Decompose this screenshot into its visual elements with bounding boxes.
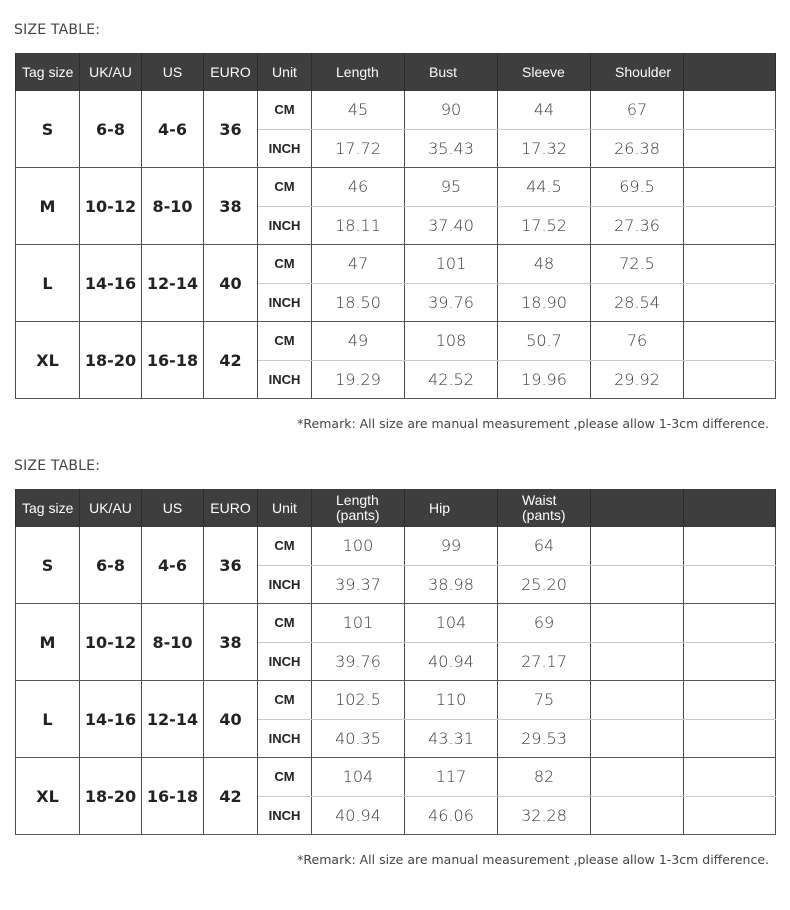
column-header — [684, 53, 776, 91]
euro-cell: 36 — [204, 91, 258, 168]
size-table-title: SIZE TABLE: — [14, 458, 101, 474]
unit-cell: INCH — [258, 283, 312, 322]
measurement-cell — [684, 322, 776, 361]
measurement-cell: 67 — [591, 91, 684, 129]
measurement-cell — [684, 758, 776, 797]
measurement-cell — [591, 527, 684, 565]
measurement-cell: 40.35 — [312, 719, 405, 758]
size-table-title: SIZE TABLE: — [14, 22, 101, 38]
size-tag-cell: S — [16, 527, 80, 604]
table-row — [16, 245, 776, 284]
us-cell: 16-18 — [142, 322, 204, 399]
column-header: EURO — [204, 53, 258, 91]
measurement-cell — [684, 360, 776, 399]
euro-cell: 42 — [204, 758, 258, 835]
column-header: Tag size — [16, 489, 80, 527]
measurement-cell: 28.54 — [591, 283, 684, 322]
measurement-cell — [684, 719, 776, 758]
column-header: Unit — [258, 489, 312, 527]
unit-cell: CM — [258, 168, 312, 207]
measurement-cell: 69.5 — [591, 168, 684, 207]
size-tag-cell: M — [16, 604, 80, 681]
header-row — [16, 489, 776, 527]
measurement-cell — [591, 796, 684, 835]
measurement-cell: 101 — [312, 604, 405, 643]
measurement-cell: 46.06 — [405, 796, 498, 835]
measurement-cell — [684, 796, 776, 835]
measurement-cell: 25.20 — [498, 565, 591, 604]
unit-cell: INCH — [258, 719, 312, 758]
us-cell: 8-10 — [142, 604, 204, 681]
measurement-cell: 64 — [498, 527, 591, 565]
measurement-cell: 27.36 — [591, 206, 684, 245]
size-tag-cell: S — [16, 91, 80, 168]
euro-cell: 36 — [204, 527, 258, 604]
remark-note: *Remark: All size are manual measurement ,please allow 1-3cm difference. — [297, 852, 769, 867]
us-cell: 16-18 — [142, 758, 204, 835]
size-tag-cell: M — [16, 168, 80, 245]
unit-cell: CM — [258, 91, 312, 129]
measurement-cell: 17.72 — [312, 129, 405, 168]
uk-au-cell: 14-16 — [80, 245, 142, 322]
measurement-cell: 95 — [405, 168, 498, 207]
measurement-cell — [591, 681, 684, 720]
column-header: EURO — [204, 489, 258, 527]
us-cell: 4-6 — [142, 91, 204, 168]
measurement-cell: 18.11 — [312, 206, 405, 245]
column-header — [684, 489, 776, 527]
unit-cell: INCH — [258, 129, 312, 168]
measurement-cell: 72.5 — [591, 245, 684, 284]
uk-au-cell: 10-12 — [80, 604, 142, 681]
measurement-cell: 47 — [312, 245, 405, 284]
euro-cell: 42 — [204, 322, 258, 399]
measurement-cell: 46 — [312, 168, 405, 207]
table-row — [16, 168, 776, 207]
measurement-cell: 104 — [405, 604, 498, 643]
measurement-cell: 50.7 — [498, 322, 591, 361]
measurement-cell — [684, 245, 776, 284]
unit-cell: CM — [258, 245, 312, 284]
table-row — [16, 322, 776, 361]
euro-cell: 38 — [204, 604, 258, 681]
measurement-cell — [684, 527, 776, 565]
measurement-cell: 39.76 — [405, 283, 498, 322]
column-header: US — [142, 489, 204, 527]
column-header: Bust — [405, 53, 498, 91]
euro-cell: 40 — [204, 681, 258, 758]
measurement-cell — [591, 642, 684, 681]
measurement-cell: 82 — [498, 758, 591, 797]
measurement-cell — [591, 604, 684, 643]
uk-au-cell: 14-16 — [80, 681, 142, 758]
measurement-cell: 29.92 — [591, 360, 684, 399]
measurement-cell — [684, 681, 776, 720]
measurement-cell: 45 — [312, 91, 405, 129]
measurement-cell — [591, 565, 684, 604]
measurement-cell — [684, 565, 776, 604]
table-row — [16, 681, 776, 720]
measurement-cell: 19.29 — [312, 360, 405, 399]
size-tag-cell: XL — [16, 322, 80, 399]
size-tag-cell: L — [16, 681, 80, 758]
size-tag-cell: XL — [16, 758, 80, 835]
measurement-cell — [591, 758, 684, 797]
measurement-cell: 39.76 — [312, 642, 405, 681]
measurement-cell — [684, 642, 776, 681]
measurement-cell: 35.43 — [405, 129, 498, 168]
measurement-cell: 27.17 — [498, 642, 591, 681]
measurement-cell: 75 — [498, 681, 591, 720]
measurement-cell: 26.38 — [591, 129, 684, 168]
measurement-cell — [684, 168, 776, 207]
uk-au-cell: 6-8 — [80, 91, 142, 168]
measurement-cell — [684, 283, 776, 322]
us-cell: 12-14 — [142, 245, 204, 322]
measurement-cell: 42.52 — [405, 360, 498, 399]
measurement-cell: 90 — [405, 91, 498, 129]
measurement-cell: 18.50 — [312, 283, 405, 322]
size-table-tops — [15, 53, 776, 399]
measurement-cell: 38.98 — [405, 565, 498, 604]
measurement-cell: 37.40 — [405, 206, 498, 245]
measurement-cell: 39.37 — [312, 565, 405, 604]
measurement-cell — [684, 604, 776, 643]
measurement-cell: 40.94 — [405, 642, 498, 681]
unit-cell: CM — [258, 604, 312, 643]
measurement-cell: 19.96 — [498, 360, 591, 399]
measurement-cell: 44 — [498, 91, 591, 129]
measurement-cell: 32.28 — [498, 796, 591, 835]
column-header: UK/AU — [80, 489, 142, 527]
measurement-cell: 99 — [405, 527, 498, 565]
table-row — [16, 604, 776, 643]
unit-cell: INCH — [258, 642, 312, 681]
measurement-cell: 117 — [405, 758, 498, 797]
uk-au-cell: 6-8 — [80, 527, 142, 604]
measurement-cell: 40.94 — [312, 796, 405, 835]
unit-cell: CM — [258, 322, 312, 361]
measurement-cell — [684, 206, 776, 245]
measurement-cell: 17.32 — [498, 129, 591, 168]
measurement-cell: 29.53 — [498, 719, 591, 758]
column-header: Tag size — [16, 53, 80, 91]
measurement-cell: 48 — [498, 245, 591, 284]
table-row — [16, 758, 776, 797]
table-row — [16, 91, 776, 129]
unit-cell: CM — [258, 758, 312, 797]
column-header: Waist (pants) — [498, 489, 591, 527]
measurement-cell: 101 — [405, 245, 498, 284]
column-header: Length — [312, 53, 405, 91]
unit-cell: INCH — [258, 565, 312, 604]
unit-cell: CM — [258, 527, 312, 565]
us-cell: 12-14 — [142, 681, 204, 758]
remark-note: *Remark: All size are manual measurement ,please allow 1-3cm difference. — [297, 416, 769, 431]
column-header: UK/AU — [80, 53, 142, 91]
column-header: US — [142, 53, 204, 91]
unit-cell: INCH — [258, 360, 312, 399]
column-header: Length (pants) — [312, 489, 405, 527]
size-tag-cell: L — [16, 245, 80, 322]
column-header: Shoulder — [591, 53, 684, 91]
measurement-cell: 18.90 — [498, 283, 591, 322]
measurement-cell: 43.31 — [405, 719, 498, 758]
column-header — [591, 489, 684, 527]
uk-au-cell: 10-12 — [80, 168, 142, 245]
measurement-cell: 69 — [498, 604, 591, 643]
table-row — [16, 527, 776, 565]
measurement-cell: 104 — [312, 758, 405, 797]
size-table-pants — [15, 489, 776, 835]
measurement-cell: 110 — [405, 681, 498, 720]
measurement-cell: 102.5 — [312, 681, 405, 720]
measurement-cell: 108 — [405, 322, 498, 361]
euro-cell: 38 — [204, 168, 258, 245]
measurement-cell — [684, 129, 776, 168]
column-header: Unit — [258, 53, 312, 91]
unit-cell: INCH — [258, 796, 312, 835]
column-header: Sleeve — [498, 53, 591, 91]
measurement-cell: 17.52 — [498, 206, 591, 245]
column-header: Hip — [405, 489, 498, 527]
uk-au-cell: 18-20 — [80, 758, 142, 835]
us-cell: 4-6 — [142, 527, 204, 604]
unit-cell: CM — [258, 681, 312, 720]
measurement-cell: 44.5 — [498, 168, 591, 207]
measurement-cell — [684, 91, 776, 129]
header-row — [16, 53, 776, 91]
measurement-cell: 76 — [591, 322, 684, 361]
uk-au-cell: 18-20 — [80, 322, 142, 399]
unit-cell: INCH — [258, 206, 312, 245]
us-cell: 8-10 — [142, 168, 204, 245]
measurement-cell: 100 — [312, 527, 405, 565]
measurement-cell: 49 — [312, 322, 405, 361]
measurement-cell — [591, 719, 684, 758]
euro-cell: 40 — [204, 245, 258, 322]
